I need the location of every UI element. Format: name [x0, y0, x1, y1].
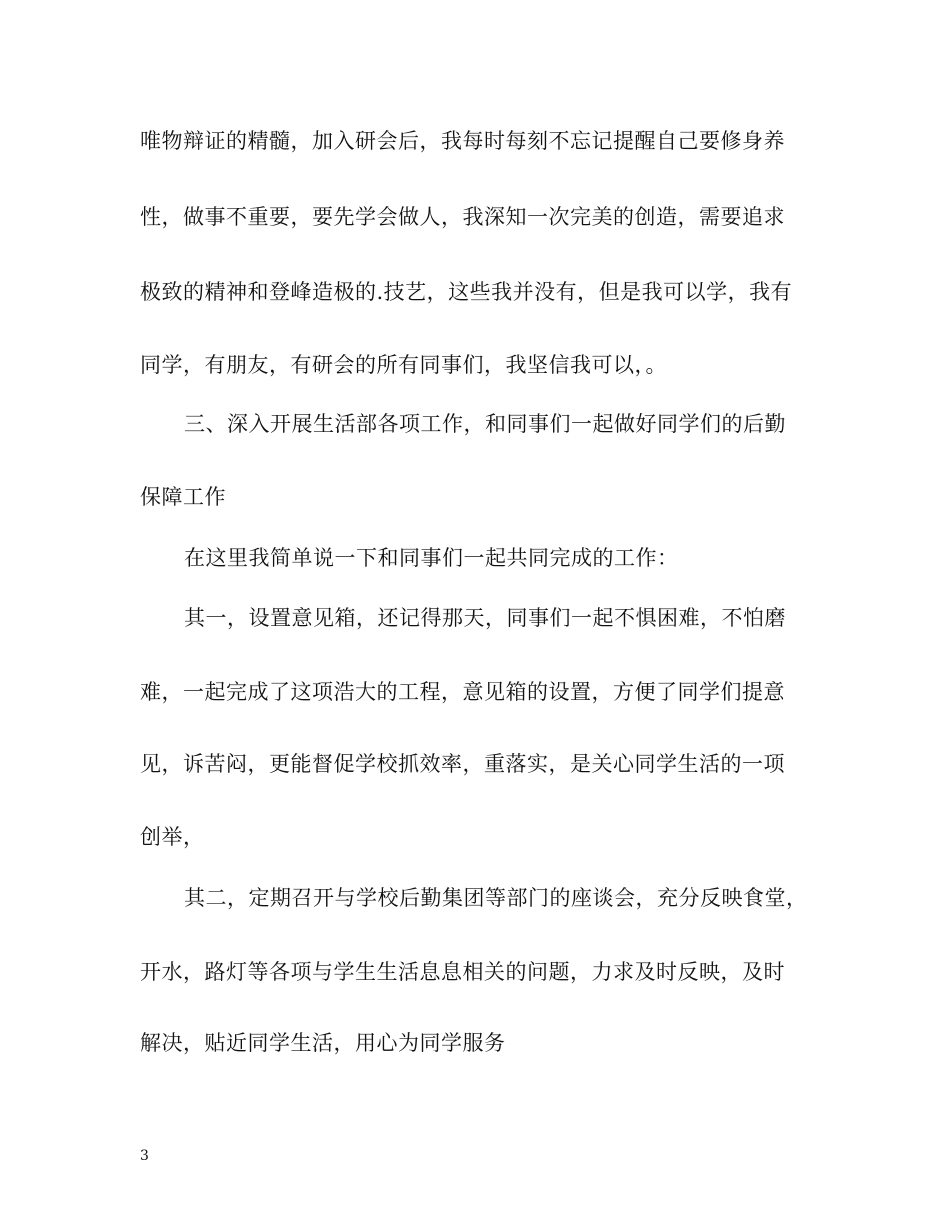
item-one-line-1: 其一，设置意见箱，还记得那天，同事们一起不惧困难，不怕磨: [184, 606, 786, 630]
text-line-1: 唯物辩证的精髓，加入研会后，我每时每刻不忘记提醒自己要修身养: [140, 129, 785, 153]
item-two-line-3: 解决，贴近同学生活，用心为同学服务: [140, 1031, 506, 1055]
section-heading-continuation: 保障工作: [140, 485, 226, 509]
item-two-line-1: 其二，定期召开与学校后勤集团等部门的座谈会，充分反映食堂，: [184, 886, 808, 910]
text-line-3: 极致的精神和登峰造极的.技艺，这些我并没有，但是我可以学，我有: [140, 280, 793, 304]
item-one-line-4: 创举，: [140, 825, 205, 849]
item-one-line-2: 难，一起完成了这项浩大的工程，意见箱的设置，方便了同学们提意: [140, 680, 785, 704]
item-two-line-2: 开水，路灯等各项与学生生活息息相关的问题，力求及时反映，及时: [140, 960, 785, 984]
section-heading: 三、深入开展生活部各项工作，和同事们一起做好同学们的后勤: [184, 412, 786, 436]
item-one-line-3: 见，诉苦闷，更能督促学校抓效率，重落实，是关心同学生活的一项: [140, 752, 785, 776]
text-line-2: 性，做事不重要，要先学会做人，我深知一次完美的创造，需要追求: [140, 205, 785, 229]
intro-line: 在这里我简单说一下和同事们一起共同完成的工作：: [184, 546, 679, 570]
text-line-4: 同学，有朋友，有研会的所有同事们，我坚信我可以，。: [140, 353, 667, 377]
page-number: 3: [140, 1148, 149, 1164]
